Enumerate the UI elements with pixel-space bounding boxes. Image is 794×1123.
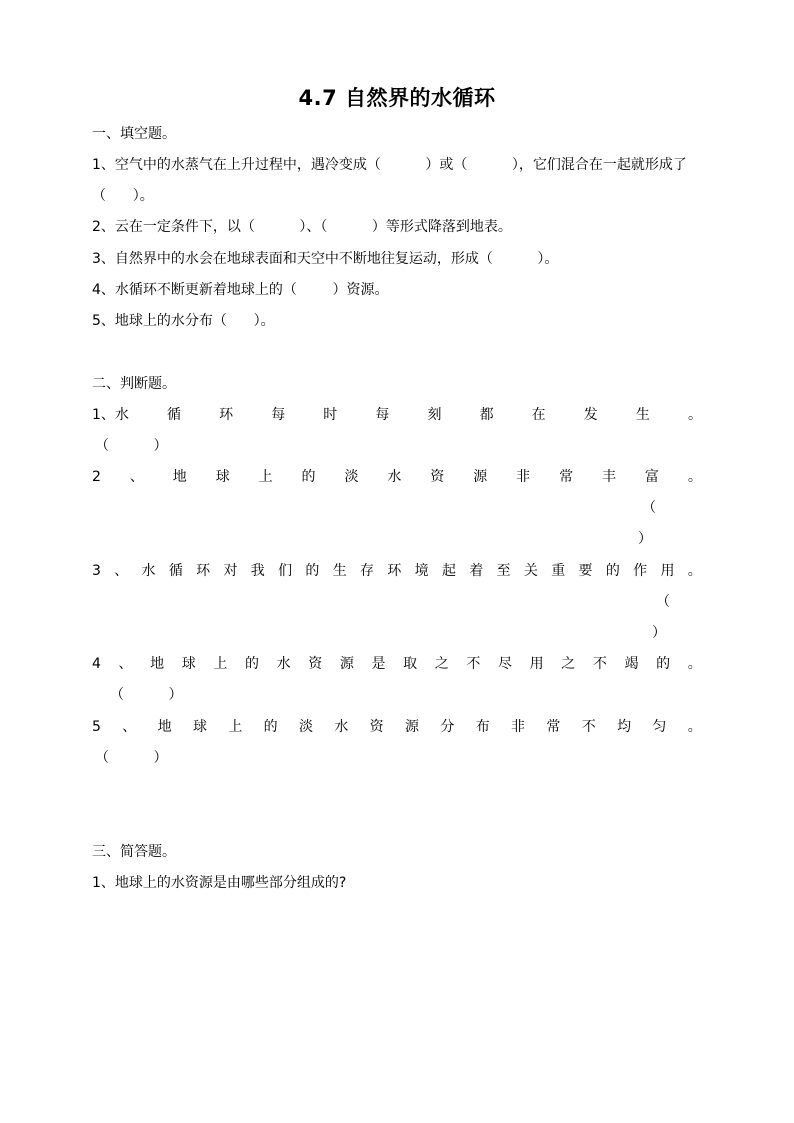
justified-char: 常 (559, 469, 574, 485)
justified-char: 循 (168, 563, 183, 579)
justified-char: 对 (223, 563, 238, 579)
justified-char: 常 (546, 719, 561, 735)
justified-char: 用 (529, 656, 544, 672)
justified-char: 生 (332, 563, 347, 579)
justified-char: 不 (466, 656, 481, 672)
justified-char: 水 (141, 563, 156, 579)
justified-char: 球 (181, 656, 196, 672)
justified-char: 资 (430, 469, 445, 485)
justified-char: 地 (150, 656, 165, 672)
justified-char: 取 (403, 656, 418, 672)
justified-char: 都 (479, 407, 494, 423)
justified-char: 重 (551, 563, 566, 579)
justified-char: 循 (167, 407, 182, 423)
short-answer-question-1: 1、地球上的水资源是由哪些部分组成的? (92, 875, 347, 891)
justified-char: 的 (263, 719, 278, 735)
justified-char: 3 (92, 563, 101, 579)
justified-char: 。 (687, 469, 702, 485)
justified-char: 、 (118, 656, 133, 672)
justified-char: 淡 (298, 719, 313, 735)
justified-char: 之 (434, 656, 449, 672)
justified-char: 非 (516, 469, 531, 485)
judge-question-4-paren: （ ） (110, 687, 183, 703)
justified-char: 是 (371, 656, 386, 672)
justified-char: 、 (122, 719, 137, 735)
section-heading-fill-blank: 一、填空题。 (92, 126, 176, 142)
justified-char: 至 (496, 563, 511, 579)
fill-question-1-line-2: （ ）。 (92, 188, 154, 204)
judge-question-1 (92, 405, 702, 425)
justified-char: 上 (228, 719, 243, 735)
justified-char: 的 (656, 656, 671, 672)
justified-char: 着 (469, 563, 484, 579)
justified-char: 1、水 (92, 407, 129, 423)
justified-char: 我 (250, 563, 265, 579)
justified-char: 均 (617, 719, 632, 735)
justified-char: 时 (323, 407, 338, 423)
justified-char: 作 (633, 563, 648, 579)
justified-char: 富 (644, 469, 659, 485)
justified-char: 刻 (427, 407, 442, 423)
justified-char: 关 (523, 563, 538, 579)
justified-char: 之 (561, 656, 576, 672)
justified-char: 尽 (498, 656, 513, 672)
justified-char: 不 (592, 656, 607, 672)
justified-char: 资 (369, 719, 384, 735)
judge-question-3-paren-close: ） (652, 625, 666, 641)
justified-char: 分 (440, 719, 455, 735)
justified-char: 。 (687, 656, 702, 672)
justified-char: 环 (387, 563, 402, 579)
justified-char: 源 (473, 469, 488, 485)
judge-question-3 (92, 561, 702, 581)
justified-char: 水 (334, 719, 349, 735)
justified-char: 每 (375, 407, 390, 423)
judge-question-2 (92, 467, 702, 487)
justified-char: 球 (192, 719, 207, 735)
justified-char: 在 (531, 407, 546, 423)
justified-char: 地 (157, 719, 172, 735)
justified-char: 环 (196, 563, 211, 579)
fill-question-5: 5、地球上的水分布（ ）。 (92, 313, 275, 329)
justified-char: 匀 (652, 719, 667, 735)
justified-char: 资 (308, 656, 323, 672)
judge-question-5 (92, 717, 702, 737)
justified-char: 每 (271, 407, 286, 423)
judge-question-3-paren-open: （ (656, 594, 670, 610)
justified-char: 用 (660, 563, 675, 579)
justified-char: 的 (245, 656, 260, 672)
justified-char: 。 (687, 407, 702, 423)
judge-question-2-paren-open: （ (642, 500, 656, 516)
judge-question-2-paren-close: ） (638, 531, 652, 547)
section-heading-judge: 二、判断题。 (92, 376, 176, 392)
justified-char: 地 (172, 469, 187, 485)
justified-char: 淡 (344, 469, 359, 485)
fill-question-2: 2、云在一定条件下，以（ ）、（ ）等形式降落到地表。 (92, 219, 512, 235)
justified-char: 水 (387, 469, 402, 485)
fill-question-4: 4、水循环不断更新着地球上的（ ）资源。 (92, 282, 389, 298)
justified-char: 上 (258, 469, 273, 485)
section-heading-short-answer: 三、简答题。 (92, 844, 176, 860)
justified-char: 丰 (601, 469, 616, 485)
justified-char: 水 (276, 656, 291, 672)
justified-char: 环 (219, 407, 234, 423)
justified-char: 的 (301, 469, 316, 485)
justified-char: 们 (278, 563, 293, 579)
judge-question-4 (92, 654, 702, 674)
justified-char: 发 (583, 407, 598, 423)
justified-char: 5 (92, 719, 101, 735)
justified-char: 境 (414, 563, 429, 579)
judge-question-1-paren: （ ） (95, 438, 168, 454)
justified-char: 生 (635, 407, 650, 423)
justified-char: 非 (511, 719, 526, 735)
page-title: 4.7 自然界的水循环 (298, 86, 496, 110)
fill-question-3: 3、自然界中的水会在地球表面和天空中不断地往复运动，形成（ ）。 (92, 251, 559, 267)
justified-char: 上 (213, 656, 228, 672)
justified-char: 2 (92, 469, 101, 485)
justified-char: 存 (360, 563, 375, 579)
justified-char: 不 (581, 719, 596, 735)
justified-char: 、 (114, 563, 129, 579)
fill-question-1-line-1: 1、空气中的水蒸气在上升过程中，遇冷变成（ ）或（ ），它们混合在一起就形成了 (92, 157, 687, 173)
justified-char: 4 (92, 656, 101, 672)
justified-char: 的 (305, 563, 320, 579)
justified-char: 、 (129, 469, 144, 485)
justified-char: 竭 (624, 656, 639, 672)
justified-char: 源 (405, 719, 420, 735)
justified-char: 要 (578, 563, 593, 579)
justified-char: 。 (687, 719, 702, 735)
justified-char: 源 (339, 656, 354, 672)
justified-char: 的 (605, 563, 620, 579)
justified-char: 布 (475, 719, 490, 735)
justified-char: 球 (215, 469, 230, 485)
justified-char: 。 (687, 563, 702, 579)
judge-question-5-paren: （ ） (95, 750, 168, 766)
justified-char: 起 (441, 563, 456, 579)
